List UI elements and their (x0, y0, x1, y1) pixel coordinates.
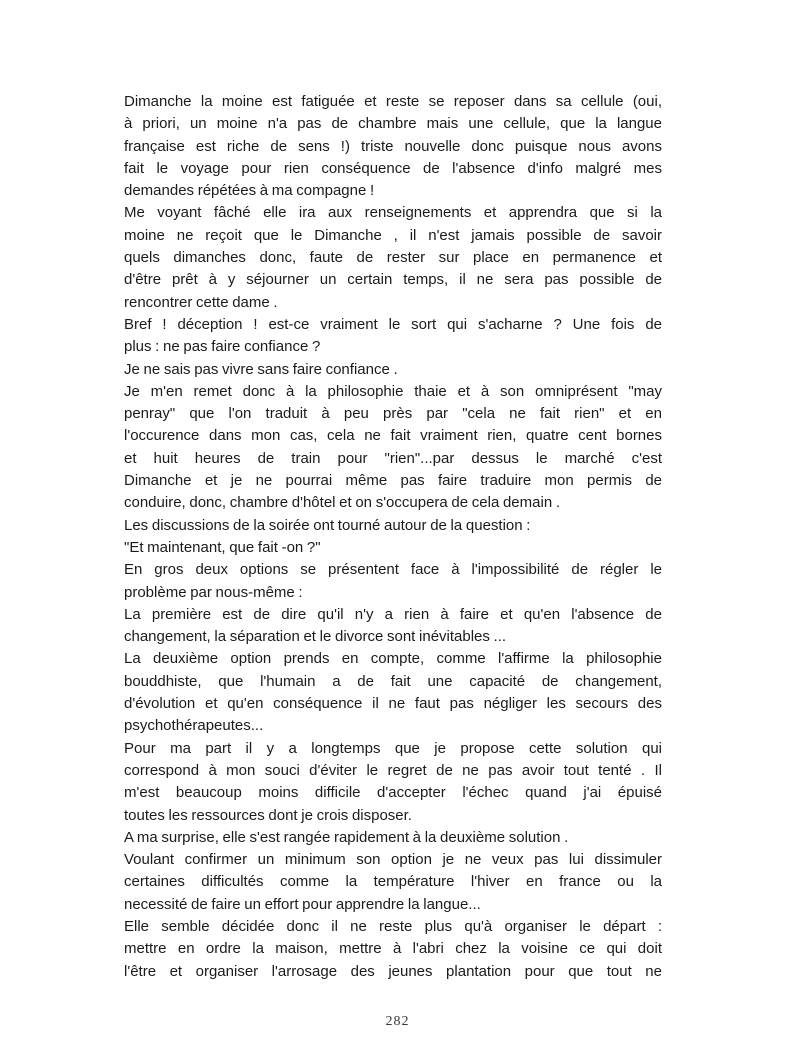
text-line: Elle semble décidée donc il ne reste plus qu'à organiser le départ : (124, 917, 662, 935)
paragraph (124, 738, 662, 827)
text-line: plus : ne pas faire confiance ? (124, 338, 321, 356)
text-line: l'occurence dans mon cas, cela ne fait vraiment rien, quatre cent bornes (124, 427, 662, 445)
paragraph (124, 381, 662, 515)
paragraph (124, 849, 662, 916)
text-line: rencontrer cette dame . (124, 293, 278, 311)
text-line: correspond à mon souci d'éviter le regret de ne pas avoir tout tenté . Il (124, 761, 662, 779)
text-line: m'est beaucoup moins difficile d'accepter l'échec quand j'ai épuisé (124, 784, 662, 802)
text-line: Dimanche la moine est fatiguée et reste se reposer dans sa cellule (oui, (124, 93, 662, 110)
page-number: 282 (385, 1014, 410, 1029)
paragraph (124, 537, 662, 559)
paragraph (124, 359, 662, 381)
text-line: Dimanche et je ne pourrai même pas faire traduire mon permis de (124, 472, 662, 490)
paragraph (124, 604, 662, 649)
text-line: En gros deux options se présentent face à l'impossibilité de régler le (124, 561, 662, 579)
text-line: Bref ! déception ! est-ce vraiment le sort qui s'acharne ? Une fois de (124, 315, 662, 333)
paragraph (124, 648, 662, 737)
text-line: problème par nous-même : (124, 583, 303, 601)
text-line: Je ne sais pas vivre sans faire confiance . (124, 360, 398, 378)
text-line: La deuxième option prends en compte, comme l'affirme la philosophie (124, 650, 662, 668)
text-line: Pour ma part il y a longtemps que je propose cette solution qui (124, 739, 662, 757)
text-line: Je m'en remet donc à la philosophie thaie et à son omniprésent "may (124, 382, 662, 400)
text-line: A ma surprise, elle s'est rangée rapidement à la deuxième solution . (124, 828, 569, 846)
text-line: penray" que l'on traduit à peu près par "cela ne fait rien" et en (124, 405, 662, 423)
text-line: et huit heures de train pour "rien"...par dessus le marché c'est (124, 449, 662, 467)
text-block (124, 91, 662, 983)
text-line: mettre en ordre la maison, mettre à l'abri chez la voisine ce qui doit (124, 940, 662, 958)
text-line: Les discussions de la soirée ont tourné autour de la question : (124, 516, 531, 534)
text-line: demandes répétées à ma compagne ! (124, 182, 375, 200)
text-line: changement, la séparation et le divorce sont inévitables ... (124, 628, 507, 646)
paragraph (124, 314, 662, 359)
paragraph (124, 515, 662, 537)
text-line: "Et maintenant, que fait -on ?" (124, 538, 321, 556)
text-line: l'être et organiser l'arrosage des jeunes plantation pour que tout ne (124, 962, 662, 980)
text-line: necessité de faire un effort pour apprendre la langue... (124, 895, 481, 913)
text-line: certaines difficultés comme la température l'hiver en france ou la (124, 873, 662, 891)
paragraph (124, 559, 662, 604)
text-line: La première est de dire qu'il n'y a rien à faire et qu'en l'absence de (124, 605, 662, 623)
text-line: française est riche de sens !) triste nouvelle donc puisque nous avons (124, 137, 662, 155)
paragraph (124, 202, 662, 313)
paragraph (124, 827, 662, 849)
text-line: Voulant confirmer un minimum son option je ne veux pas lui dissimuler (124, 851, 662, 869)
text-line: d'évolution et qu'en conséquence il ne faut pas négliger les secours des (124, 695, 662, 713)
text-line: conduire, donc, chambre d'hôtel et on s'occupera de cela demain . (124, 494, 560, 512)
paragraph (124, 91, 662, 202)
text-line: à priori, un moine n'a pas de chambre mais une cellule, que la langue (124, 115, 662, 133)
text-line: Me voyant fâché elle ira aux renseignements et apprendra que si la (124, 204, 662, 222)
text-line: toutes les ressources dont je crois disposer. (124, 806, 412, 824)
text-line: quels dimanches donc, faute de rester sur place en permanence et (124, 249, 662, 267)
text-line: psychothérapeutes... (124, 717, 264, 735)
text-line: d'être prêt à y séjourner un certain temps, il ne sera pas possible de (124, 271, 662, 289)
text-line: bouddhiste, que l'humain a de fait une capacité de changement, (124, 672, 662, 690)
paragraph (124, 916, 662, 983)
text-line: moine ne reçoit que le Dimanche , il n'est jamais possible de savoir (124, 226, 662, 244)
text-line: fait le voyage pour rien conséquence de l'absence d'info malgré mes (124, 159, 662, 177)
